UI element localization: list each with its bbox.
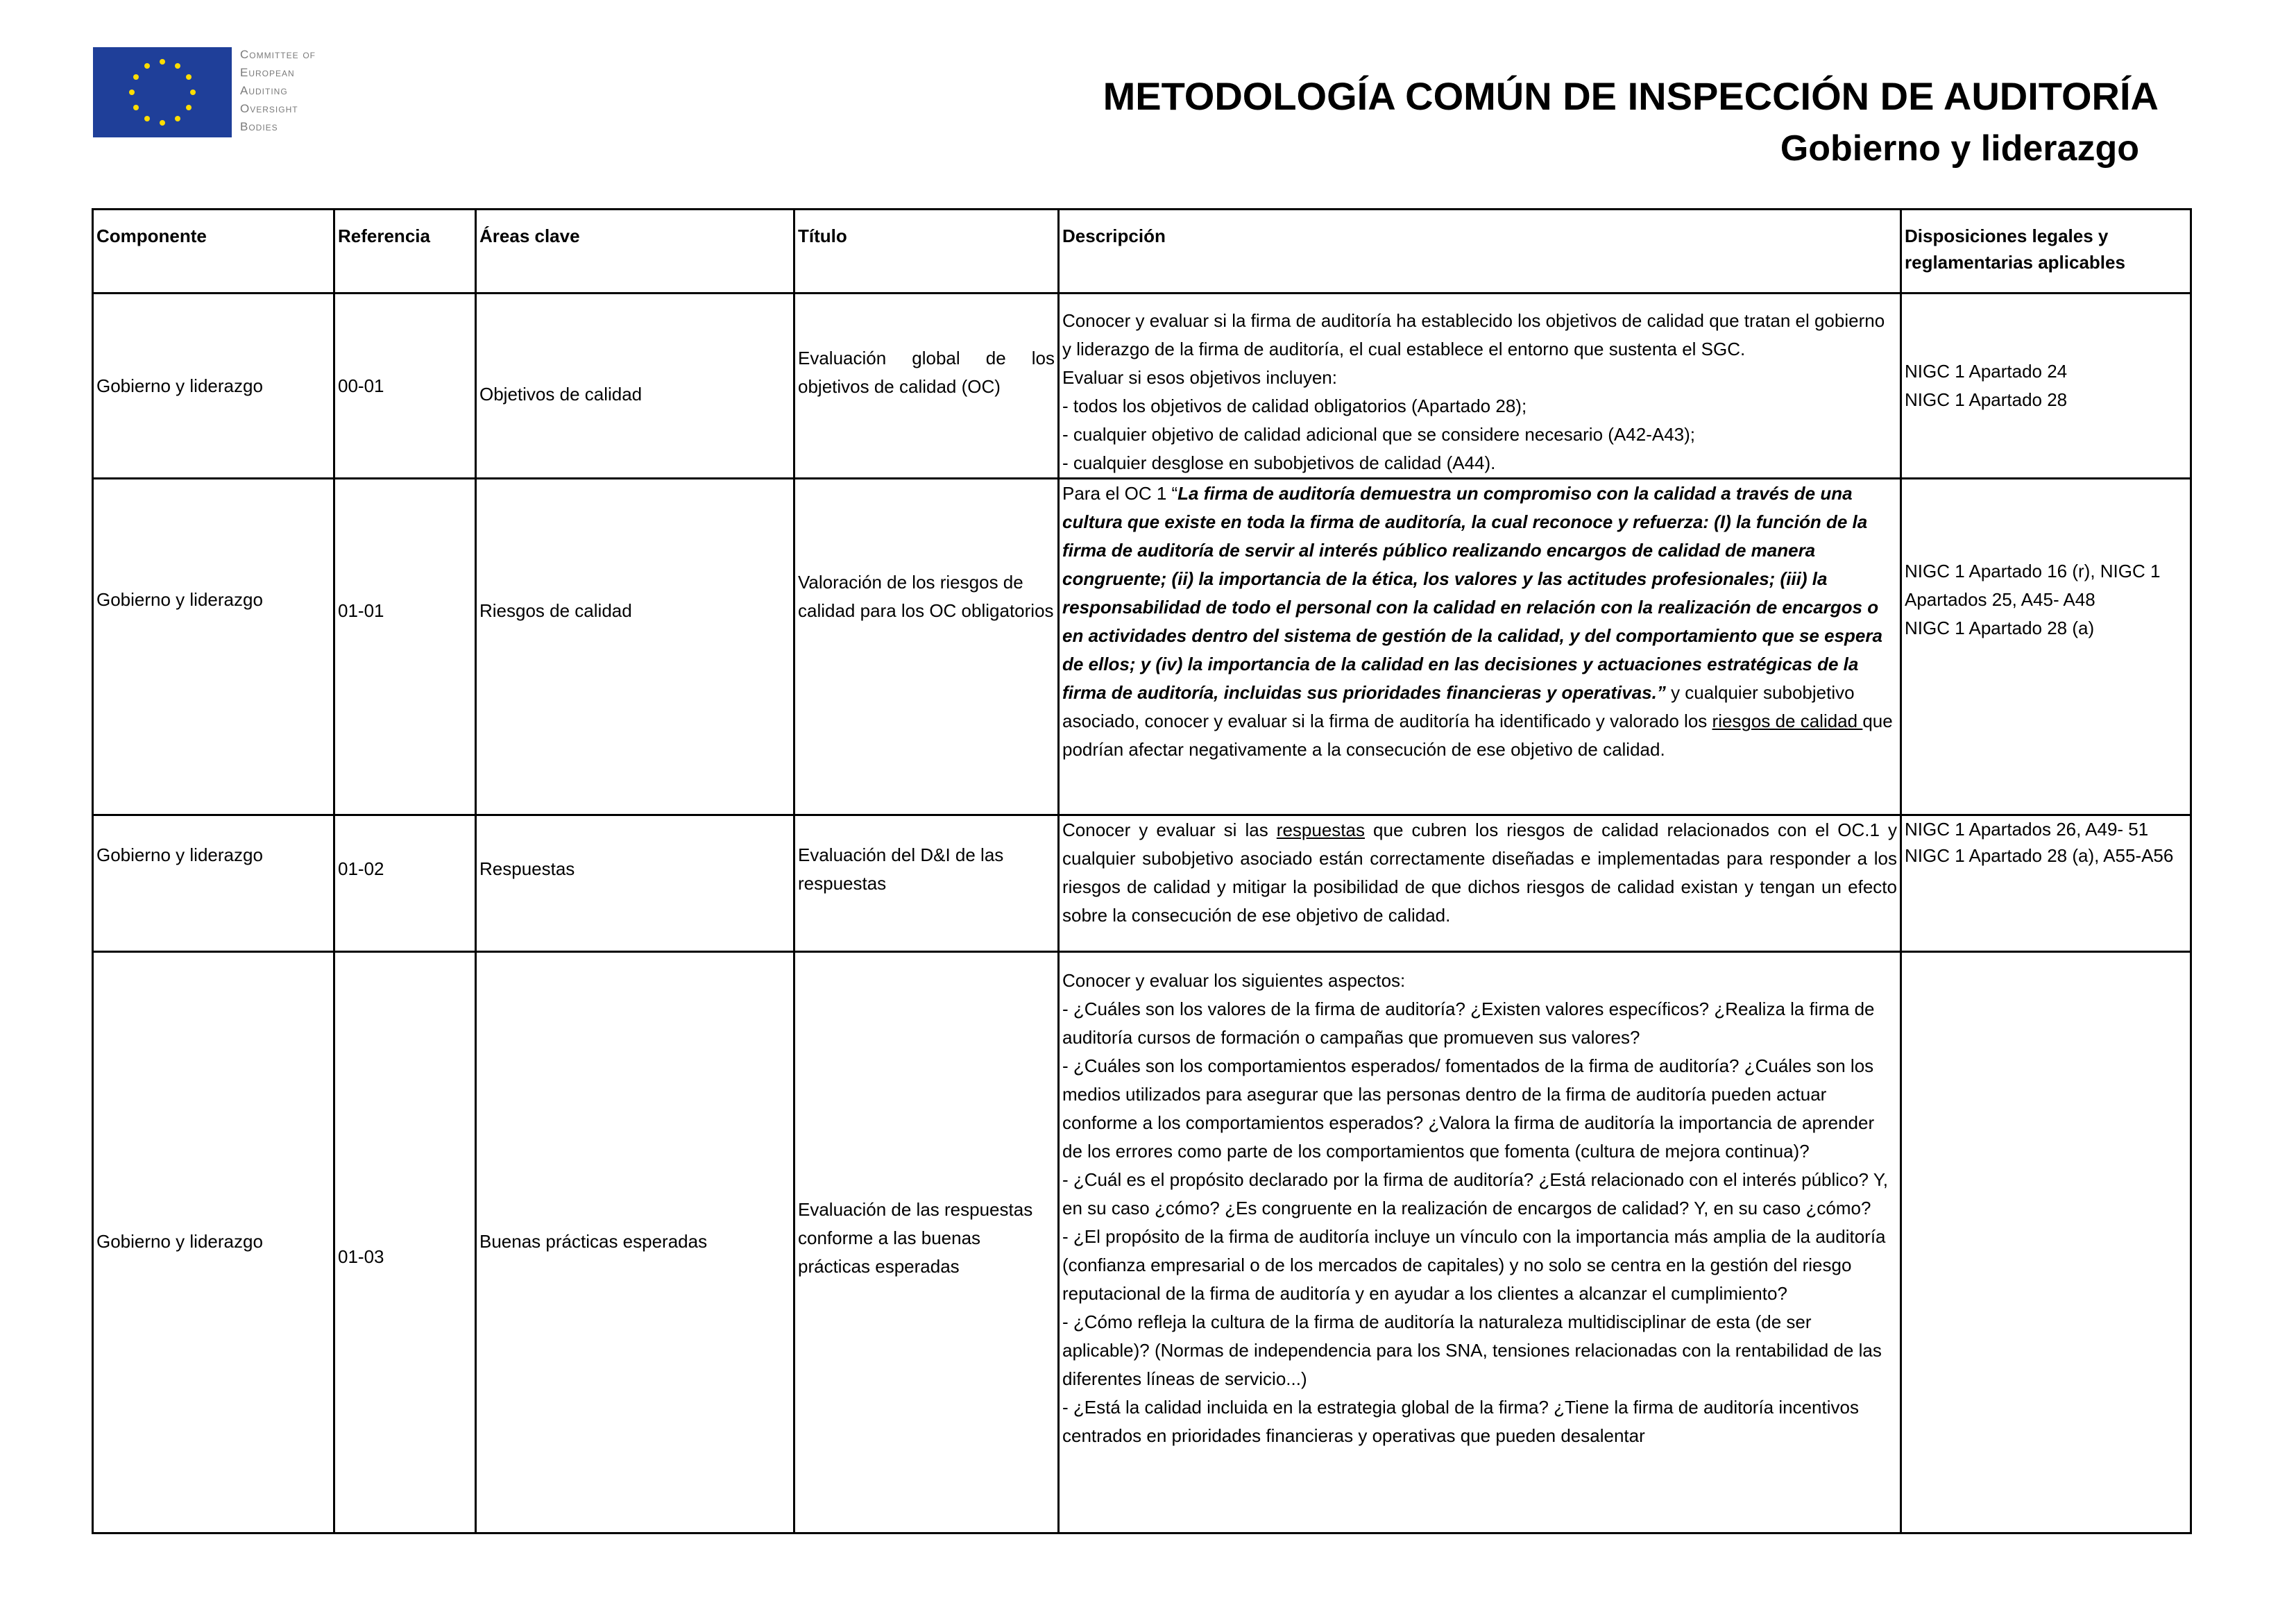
disposicion-line: NIGC 1 Apartado 16 (r), NIGC 1 Apartados 25, A45- A48	[1905, 561, 2161, 610]
cell-titulo	[794, 479, 1059, 815]
logo-text	[240, 46, 316, 136]
disposicion-line: NIGC 1 Apartados 26, A49- 51	[1905, 819, 2149, 840]
disposicion-line: NIGC 1 Apartado 28 (a)	[1905, 618, 2095, 638]
table-row	[93, 479, 2191, 815]
table-header-row	[93, 210, 2191, 294]
cell-componente	[93, 815, 334, 952]
desc-line: Conocer y evaluar los siguientes aspectos:	[1062, 970, 1406, 991]
cell-referencia	[334, 952, 476, 1533]
componente-text: Gobierno y liderazgo	[96, 844, 263, 865]
titulo-text: Evaluación de las respuestas conforme a las buenas prácticas esperadas	[798, 1199, 1033, 1277]
disposicion-line: NIGC 1 Apartado 28	[1905, 389, 2068, 410]
cell-componente	[93, 952, 334, 1533]
referencia-text: 01-01	[338, 600, 384, 621]
cell-componente	[93, 479, 334, 815]
cell-titulo	[794, 952, 1059, 1533]
cell-area	[476, 479, 794, 815]
cell-descripcion	[1059, 294, 1901, 479]
desc-line: - ¿Cuáles son los comportamientos esperados/ fomentados de la firma de auditoría? ¿Cuáles son los medios utilizados para asegurar que las personas dentro de la firma de auditoría pueden actuar conforme a los comportamientos esperados? ¿Valora la firma de auditoría la importancia de aprender de los errores como parte de los comportamientos que fomenta (cultura de mejora continua)?	[1062, 1055, 1875, 1162]
cell-titulo	[794, 294, 1059, 479]
desc-line: - todos los objetivos de calidad obligatorios (Apartado 28);	[1062, 396, 1527, 416]
header-componente: Componente	[93, 210, 334, 294]
riesgos-de-calidad-link[interactable]: riesgos de calidad	[1712, 711, 1863, 731]
header-areas-clave: Áreas clave	[476, 210, 794, 294]
respuestas-link[interactable]: respuestas	[1276, 819, 1365, 840]
desc-quote: La firma de auditoría demuestra un compromiso con la calidad a través de una cultura que existe en toda la firma de auditoría, la cual reconoce y refuerza: (I) la función de la firma de auditoría de servir al interés público realizando encargos de calidad de manera congruente; (ii) la importancia de la ética, los valores y las actitudes profesionales; (iii) la responsabilidad de todo el personal con la calidad en relación con la realización de encargos o en actividades dentro del sistema de gestión de la calidad, y del comportamiento que se espera de ellos; y (iv) la importancia de la calidad en las decisiones y actuaciones estratégicas de la firma de auditoría, incluidas sus prioridades financieras y operativas.”	[1062, 483, 1882, 703]
componente-text: Gobierno y liderazgo	[96, 589, 263, 610]
desc-lead: Para el OC 1 “	[1062, 483, 1178, 504]
desc-line: - ¿El propósito de la firma de auditoría incluye un vínculo con la importancia más amplia de la auditoría (confianza empresarial o de los mercados de capitales) y no solo se centra en la gestión del riesgo reputacional de la firma de auditoría y en ayudar a los clientes a alcanzar el cumplimiento?	[1062, 1226, 1886, 1304]
methodology-table	[92, 208, 2192, 1534]
header-titulo: Título	[794, 210, 1059, 294]
desc-tail: que podrían afectar negativamente a la consecución de ese objetivo de calidad.	[1062, 711, 1893, 760]
table-row	[93, 815, 2191, 952]
cell-disposiciones	[1901, 294, 2191, 479]
desc-line: Conocer y evaluar si la firma de auditoría ha establecido los objetivos de calidad que tratan el gobierno y liderazgo de la firma de auditoría, el cual establece el entorno que sustenta el SGC.	[1062, 310, 1885, 359]
area-text: Riesgos de calidad	[479, 600, 632, 621]
logo-line: Committee of	[240, 48, 316, 61]
disposicion-line: NIGC 1 Apartado 24	[1905, 361, 2068, 382]
table-row	[93, 294, 2191, 479]
area-text: Buenas prácticas esperadas	[479, 1231, 708, 1252]
desc-line: - cualquier desglose en subobjetivos de calidad (A44).	[1062, 452, 1496, 473]
referencia-text: 01-03	[338, 1246, 384, 1267]
header-referencia: Referencia	[334, 210, 476, 294]
logo-line: Auditing	[240, 84, 288, 97]
titulo-text: Evaluación global de los objetivos de calidad (OC)	[798, 348, 1055, 397]
titulo-text: Evaluación del D&I de las respuestas	[798, 844, 1004, 894]
cell-referencia: 00-01	[334, 294, 476, 479]
header-disposiciones: Disposiciones legales y reglamentarias aplicables	[1901, 210, 2191, 294]
page-title: METODOLOGÍA COMÚN DE INSPECCIÓN DE AUDITORÍA	[1103, 74, 2159, 118]
cell-descripcion	[1059, 815, 1901, 952]
desc-tail: que cubren los riesgos de calidad relacionados con el OC.1 y cualquier subobjetivo asociado están correctamente diseñadas e implementadas para responder a los riesgos de calidad y mitigar la posibilidad de que dichos riesgos de calidad existan y tengan un efecto sobre la consecución de ese objetivo de calidad.	[1062, 819, 1897, 926]
cell-referencia	[334, 479, 476, 815]
cell-referencia	[334, 815, 476, 952]
cell-descripcion	[1059, 479, 1901, 815]
desc-line: - ¿Cómo refleja la cultura de la firma de auditoría la naturaleza multidisciplinar de esta (de ser aplicable)? (Normas de independencia para los SNA, tensiones relacionadas con la rentabilidad de las diferentes líneas de servicio...)	[1062, 1311, 1882, 1389]
referencia-text: 01-02	[338, 858, 384, 879]
cell-titulo	[794, 815, 1059, 952]
desc-line: - ¿Cuál es el propósito declarado por la firma de auditoría? ¿Está relacionado con el interés público? Y, en su caso ¿cómo? ¿Es congruente en la realización de encargos de calidad? Y, en su caso ¿cómo?	[1062, 1169, 1888, 1218]
logo-line: European	[240, 66, 295, 79]
header-descripcion: Descripción	[1059, 210, 1901, 294]
desc-line: - ¿Está la calidad incluida en la estrategia global de la firma? ¿Tiene la firma de auditoría incentivos centrados en prioridades financieras y operativas que pueden desalentar	[1062, 1397, 1859, 1446]
desc-middle: y cualquier subobjetivo asociado, conocer y evaluar si la firma de auditoría ha identificado y valorado los	[1062, 682, 1855, 731]
desc-line: Evaluar si esos objetivos incluyen:	[1062, 367, 1337, 388]
cell-componente: Gobierno y liderazgo	[93, 294, 334, 479]
cell-area: Objetivos de calidad	[476, 294, 794, 479]
componente-text: Gobierno y liderazgo	[96, 1231, 263, 1252]
desc-line: - cualquier objetivo de calidad adicional que se considere necesario (A42-A43);	[1062, 424, 1695, 445]
cell-disposiciones	[1901, 815, 2191, 952]
logo-line: Bodies	[240, 120, 278, 133]
caeob-logo	[93, 47, 316, 137]
logo-line: Oversight	[240, 102, 298, 115]
table-row	[93, 952, 2191, 1533]
desc-lead: Conocer y evaluar si las	[1062, 819, 1277, 840]
titulo-text: Valoración de los riesgos de calidad para los OC obligatorios	[798, 572, 1054, 621]
page-subtitle: Gobierno y liderazgo	[1780, 128, 2139, 169]
area-text: Respuestas	[479, 858, 575, 879]
desc-line: - ¿Cuáles son los valores de la firma de auditoría? ¿Existen valores específicos? ¿Realiza la firma de auditoría cursos de formación o campañas que promueven sus valores?	[1062, 999, 1875, 1048]
cell-area	[476, 815, 794, 952]
cell-area	[476, 952, 794, 1533]
cell-disposiciones	[1901, 952, 2191, 1533]
eu-flag-icon	[93, 47, 232, 137]
cell-disposiciones	[1901, 479, 2191, 815]
disposicion-line: NIGC 1 Apartado 28 (a), A55-A56	[1905, 845, 2174, 866]
cell-descripcion	[1059, 952, 1901, 1533]
